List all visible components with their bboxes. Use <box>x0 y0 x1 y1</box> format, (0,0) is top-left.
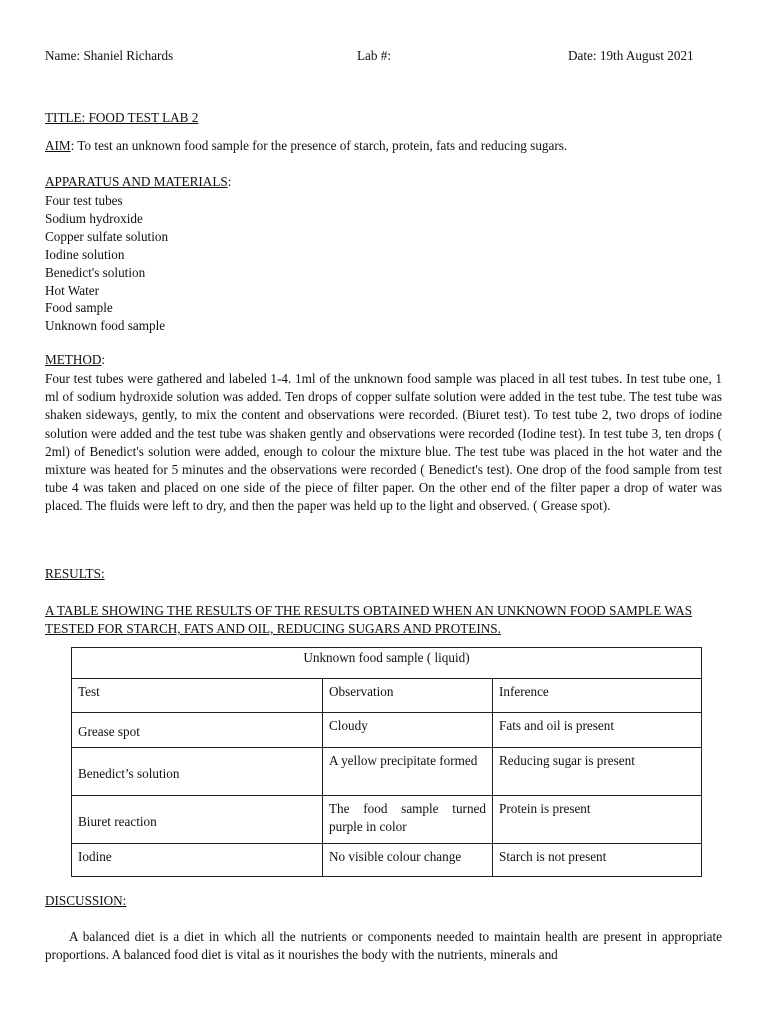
table-caption-row <box>72 648 702 679</box>
table-header-row <box>72 679 702 713</box>
table-cell: Benedict’s solution <box>72 748 323 796</box>
table-row <box>72 844 702 877</box>
method-heading <box>45 352 105 368</box>
list-item: Copper sulfate solution <box>45 228 169 244</box>
table-row <box>72 713 702 748</box>
discussion-paragraph: A balanced diet is a diet in which all the nutrients or components needed to maintain health are present in appropriate proportions. A balanced food diet is vital as it nourishes the body with the nutrients, minerals and <box>45 929 722 962</box>
list-item: Iodine solution <box>45 246 125 262</box>
table-cell: Fats and oil is present <box>493 713 702 748</box>
discussion-heading: DISCUSSION: <box>45 893 127 908</box>
student-name: Name: Shaniel Richards <box>45 48 174 63</box>
table-cell: No visible colour change <box>323 844 493 877</box>
header-cell: Inference <box>493 679 702 713</box>
table-title-cell: Unknown food sample ( liquid) <box>72 648 702 679</box>
table-row <box>72 796 702 844</box>
method-paragraph: Four test tubes were gathered and labeled 1-4. 1ml of the unknown food sample was placed in all test tubes. In test tube one, 1 ml of sodium hydroxide solution was added. Ten drops of copper sulfate solution were added in the test tube. The test tube was shaken sideways, gently, to mix the content and observations were recorded. (Biuret test). To test tube 2, two drops of iodine solution were added and the test tube was shaken gently and observations were recorded (Iodine test). In test tube 3, ten drops ( 2ml) of Benedict's solution were added, enough to colour the mixture blue. The test tube was placed in the hot water and the mixture was heated for 5 minutes and the observations were recorded ( Benedict's test). One drop of the food sample from test tube 4 was taken and placed on one side of the piece of filter paper. On the other end of the filter paper a drop of water was placed. The fluids were left to dry, and then the paper was held up to the light and observed. ( Grease spot). <box>45 371 722 514</box>
table-cell: Protein is present <box>493 796 702 844</box>
results-heading: RESULTS: <box>45 566 105 581</box>
table-cell: Cloudy <box>323 713 493 748</box>
results-table <box>71 647 702 877</box>
table-cell: Grease spot <box>72 713 323 748</box>
page-title: TITLE: FOOD TEST LAB 2 <box>45 110 199 125</box>
header-cell: Observation <box>323 679 493 713</box>
apparatus-list <box>45 192 168 335</box>
table-cell: Starch is not present <box>493 844 702 877</box>
apparatus-colon: : <box>227 174 232 189</box>
header-cell: Test <box>72 679 323 713</box>
aim-paragraph <box>45 138 725 154</box>
list-item: Hot Water <box>45 282 99 298</box>
aim-label: AIM <box>45 138 71 153</box>
lab-date: Date: 19th August 2021 <box>568 48 694 63</box>
lab-number: Lab #: <box>357 48 392 63</box>
table-cell: Iodine <box>72 844 323 877</box>
aim-text: : To test an unknown food sample for the presence of starch, protein, fats and reducing sugars. <box>70 138 568 153</box>
table-cell: Reducing sugar is present <box>493 748 702 796</box>
apparatus-heading <box>45 174 231 190</box>
list-item: Unknown food sample <box>45 318 166 334</box>
table-cell: Biuret reaction <box>72 796 323 844</box>
method-label: METHOD <box>45 352 102 367</box>
list-item: Sodium hydroxide <box>45 210 143 226</box>
table-cell: The food sample turned purple in color <box>323 796 493 844</box>
apparatus-label: APPARATUS AND MATERIALS <box>45 174 228 189</box>
table-caption: A TABLE SHOWING THE RESULTS OF THE RESULTS OBTAINED WHEN AN UNKNOWN FOOD SAMPLE WAS TESTED FOR STARCH, FATS AND OIL, REDUCING SUGARS AND PROTEINS. <box>45 603 693 636</box>
list-item: Food sample <box>45 300 113 316</box>
list-item: Four test tubes <box>45 193 123 208</box>
table-row <box>72 748 702 796</box>
list-item: Benedict's solution <box>45 264 146 280</box>
method-colon: : <box>101 352 106 367</box>
table-cell: A yellow precipitate formed <box>323 748 493 796</box>
